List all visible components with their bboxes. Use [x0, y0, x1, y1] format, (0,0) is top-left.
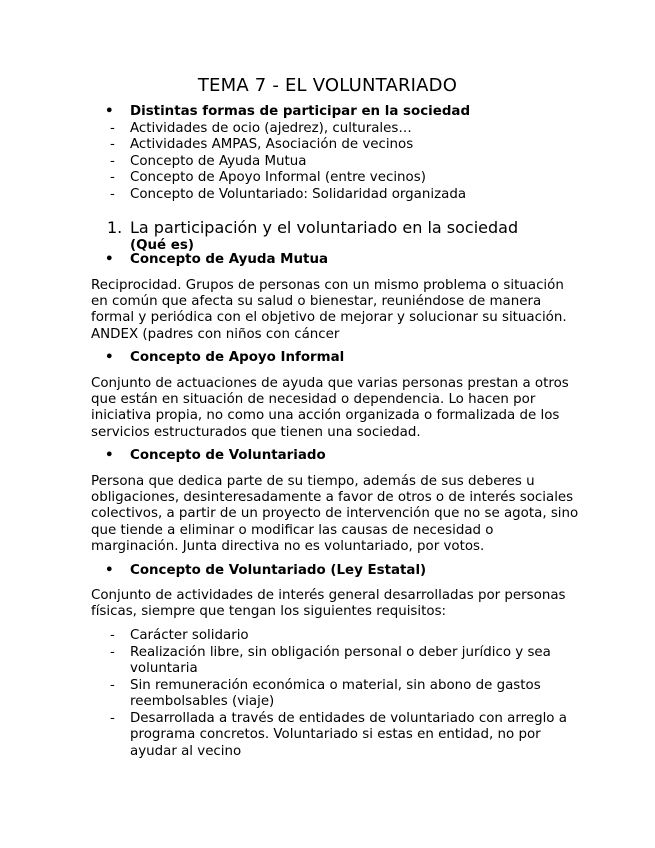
- paragraph-line: marginación. Junta directiva no es voluntariado, por votos.: [91, 538, 485, 554]
- paragraph-line: Persona que dedica parte de su tiempo, además de sus deberes u: [91, 474, 535, 489]
- ayuda-mutua-heading-block: [91, 252, 571, 269]
- list-item: - Actividades de ocio (ajedrez), culturales…: [91, 121, 571, 138]
- paragraph-line: físicas, siempre que tengan los siguientes requisitos:: [91, 604, 447, 620]
- paragraph-line: servicios estructurados que tienen una sociedad.: [91, 424, 421, 440]
- ley-estatal-heading: • Concepto de Voluntariado (Ley Estatal): [91, 563, 571, 580]
- paragraph-line: en común que afecta su salud o bienestar, reuniéndose de manera: [91, 294, 542, 310]
- intro-heading: • Distintas formas de participar en la sociedad: [91, 104, 571, 121]
- ayuda-mutua-heading: • Concepto de Ayuda Mutua: [91, 252, 571, 269]
- section-subtitle: (Qué es): [130, 238, 194, 253]
- list-item-continuation: ayudar al vecino: [130, 743, 242, 759]
- list-item: - Carácter solidario: [91, 628, 571, 645]
- paragraph-line: formal y periódica con el objetivo de mejorar y solucionar su situación.: [91, 310, 567, 326]
- list-item: - Sin remuneración económica o material, sin abono de gastos: [91, 678, 571, 695]
- section-heading: [91, 218, 518, 253]
- list-item-continuation: reembolsables (viaje): [130, 694, 275, 709]
- apoyo-informal-paragraph: [91, 376, 569, 441]
- requisitos-list: [91, 628, 571, 760]
- paragraph-line: obligaciones, desinteresadamente a favor de otros o de interés sociales: [91, 490, 574, 506]
- paragraph-line: ANDEX (padres con niños con cáncer: [91, 326, 340, 342]
- list-item: - Concepto de Ayuda Mutua: [91, 154, 571, 171]
- ley-estatal-heading-block: [91, 563, 571, 580]
- voluntariado-heading-block: [91, 448, 571, 465]
- paragraph-line: Reciprocidad. Grupos de personas con un mismo problema o situación: [91, 278, 564, 293]
- list-item-continuation: voluntaria: [130, 661, 198, 676]
- list-item: - Concepto de Apoyo Informal (entre vecinos): [91, 170, 571, 187]
- section-title: 1. La participación y el voluntariado en la sociedad: [91, 218, 518, 238]
- list-item-continuation: programa concretos. Voluntariado si estas en entidad, no por: [130, 727, 541, 742]
- list-item: - Realización libre, sin obligación personal o deber jurídico y sea: [91, 645, 571, 662]
- page-title: TEMA 7 - EL VOLUNTARIADO: [197, 75, 458, 96]
- paragraph-line: colectivos, a partir de un proyecto de intervención que no se agota, sino: [91, 506, 579, 522]
- paragraph-line: que están en situación de necesidad o dependencia. Lo hacen por: [91, 392, 536, 408]
- apoyo-informal-heading-block: [91, 350, 571, 367]
- ley-estatal-paragraph: [91, 588, 566, 620]
- apoyo-informal-heading: • Concepto de Apoyo Informal: [91, 350, 571, 367]
- ayuda-mutua-paragraph: [91, 278, 567, 343]
- paragraph-line: iniciativa propia, no como una acción organizada o formalizada de los: [91, 408, 560, 424]
- list-item: - Desarrollada a través de entidades de voluntariado con arreglo a: [91, 711, 571, 728]
- voluntariado-paragraph: [91, 474, 579, 555]
- paragraph-line: Conjunto de actuaciones de ayuda que varias personas prestan a otros: [91, 376, 569, 391]
- paragraph-line: Conjunto de actividades de interés general desarrolladas por personas: [91, 588, 566, 603]
- voluntariado-heading: • Concepto de Voluntariado: [91, 448, 571, 465]
- list-item: - Actividades AMPAS, Asociación de vecinos: [91, 137, 571, 154]
- paragraph-line: que tiende a eliminar o modificar las causas de necesidad o: [91, 522, 494, 538]
- intro-list: [91, 104, 571, 203]
- list-item: - Concepto de Voluntariado: Solidaridad organizada: [91, 187, 571, 204]
